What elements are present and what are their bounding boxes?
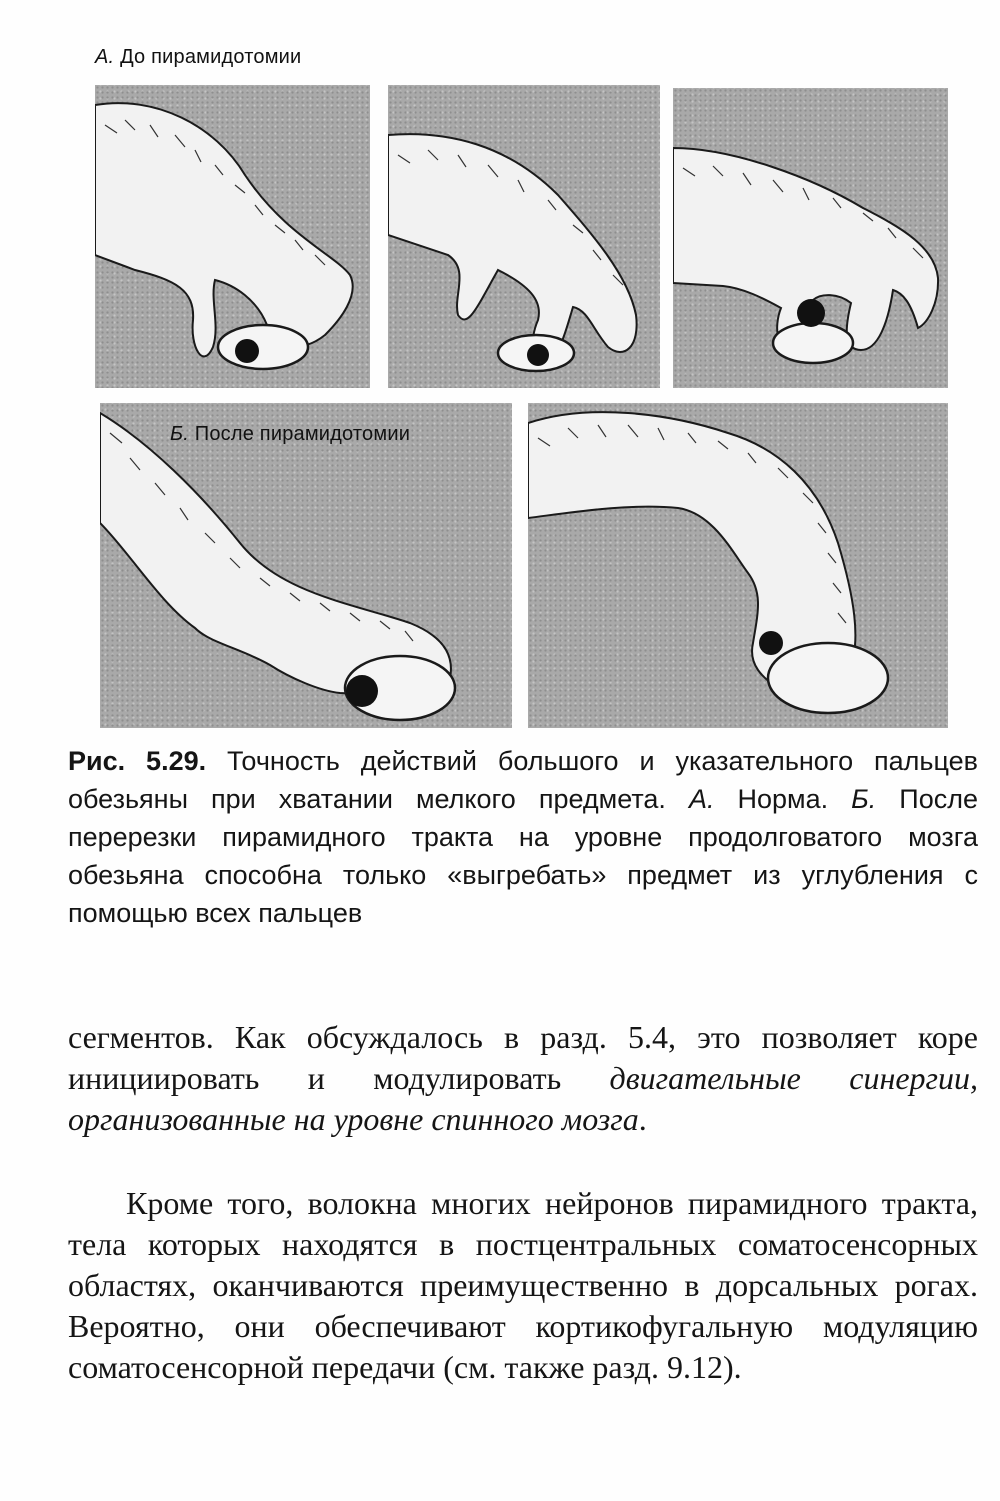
paragraph-1-text: сегментов. Как обсуждалось в разд. 5.4, это позволяет коре инициировать и модулировать — [68, 1019, 978, 1096]
panel-before-3 — [673, 88, 948, 388]
label-a-letter: А. — [95, 46, 115, 68]
panel-before-1 — [95, 85, 370, 388]
paragraph-1-italic: двигательные синергии, организованные на уровне спинного мозга — [68, 1060, 978, 1137]
label-b-letter: Б. — [170, 423, 189, 445]
hand-illustration-before-3 — [673, 88, 948, 388]
hand-illustration-before-2 — [388, 85, 660, 388]
label-b-text: После пирамидотомии — [194, 423, 411, 445]
figure-label-a — [95, 46, 301, 69]
paragraph-1 — [68, 1017, 978, 1140]
figure-label-b — [170, 423, 410, 446]
hand-illustration-before-1 — [95, 85, 370, 388]
label-a-text: До пирамидотомии — [120, 46, 302, 68]
hand-illustration-after-2 — [528, 403, 948, 728]
figure-caption — [68, 742, 978, 932]
paragraph-1-end: . — [638, 1101, 647, 1137]
paragraph-2: Кроме того, волокна многих нейронов пирамидного тракта, тела которых находятся в постцентральных соматосенсорных областях, оканчиваются преимущественно в дорсальных рогах. Вероятно, они обеспечивают кортикофугальную модуляцию соматосенсорной передачи (см. также разд. 9.12). — [68, 1185, 978, 1385]
panel-after-1 — [100, 403, 512, 728]
caption-letter-b: Б. — [851, 784, 877, 814]
caption-letter-a: А. — [688, 784, 715, 814]
panel-after-2 — [528, 403, 948, 728]
panel-before-2 — [388, 85, 660, 388]
hand-illustration-after-1 — [100, 403, 512, 728]
caption-text-3: После перерезки пирамидного тракта на уровне продолговатого мозга обезьяна способна только «выгребать» предмет из углубления с помощью всех пальцев — [68, 784, 978, 928]
caption-text-2: Норма. — [714, 784, 852, 814]
caption-text-1: Точность действий большого и указательного пальцев обезьяны при хватании мелкого предмета. — [68, 746, 978, 814]
caption-number: Рис. 5.29. — [68, 746, 207, 776]
